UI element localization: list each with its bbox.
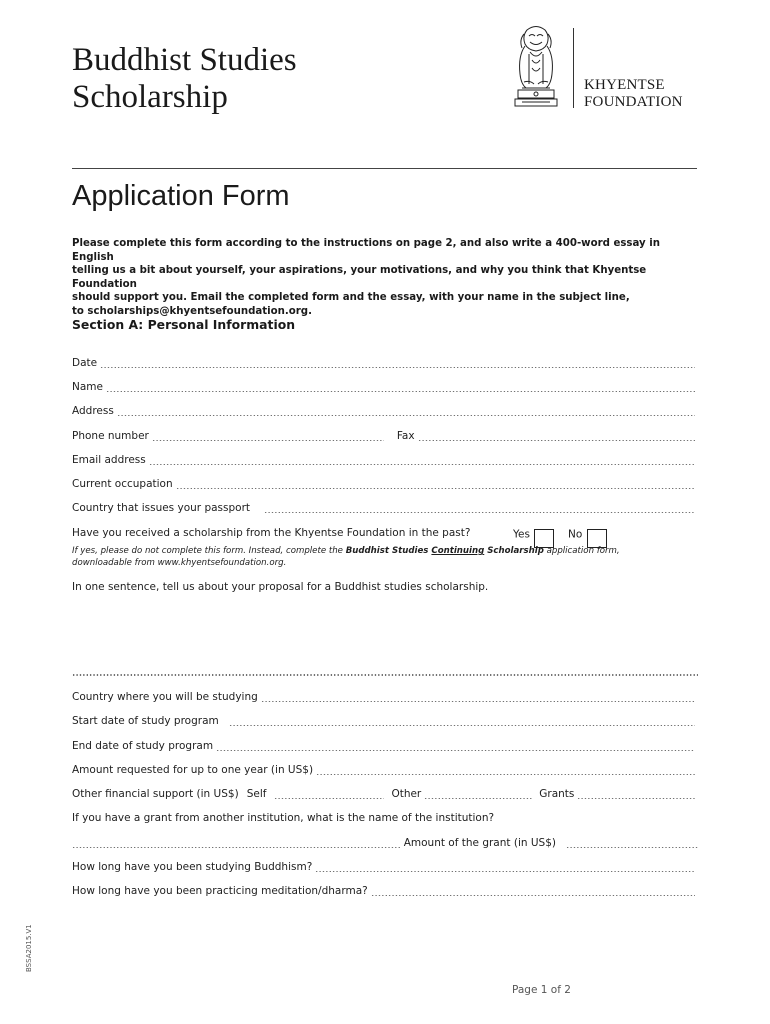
form-code: BSSA2015.V1 <box>25 924 33 972</box>
yes-option <box>513 525 554 544</box>
start-date-row <box>72 713 698 729</box>
fax-field[interactable] <box>418 440 695 441</box>
note-underlined-text: Continuing <box>431 546 485 556</box>
start-date-label: Start date of study program <box>72 715 219 727</box>
name-field[interactable] <box>106 391 695 392</box>
proposal-prompt: In one sentence, tell us about your proposal for a Buddhist studies scholarship. <box>72 581 489 593</box>
address-label: Address <box>72 405 114 417</box>
self-label: Self <box>246 788 267 800</box>
phone-label: Phone number <box>72 430 149 442</box>
proposal-field[interactable] <box>72 674 698 676</box>
email-label: Email address <box>72 454 146 466</box>
passport-label: Country that issues your passport <box>72 502 251 514</box>
name-label: Name <box>72 381 103 393</box>
fax-label: Fax <box>396 430 415 442</box>
phone-fax-row <box>72 428 698 444</box>
yes-label: Yes <box>513 528 530 541</box>
foundation-name-line-2: FOUNDATION <box>584 94 683 110</box>
instructions-line: to scholarships@khyentsefoundation.org. <box>72 305 312 317</box>
other-label: Other <box>391 788 422 800</box>
grant-amount-label: Amount of the grant (in US$) <box>403 837 556 849</box>
passport-row <box>72 500 698 516</box>
practicing-label: How long have you been practicing meditation/dharma? <box>72 885 368 897</box>
occupation-row <box>72 476 698 492</box>
end-date-label: End date of study program <box>72 740 214 752</box>
practicing-field[interactable] <box>371 895 695 896</box>
amount-row <box>72 762 698 778</box>
no-label: No <box>568 528 583 541</box>
studying-label: How long have you been studying Buddhism? <box>72 861 313 873</box>
date-row <box>72 355 698 371</box>
instructions-line: telling us a bit about yourself, your aspirations, your motivations, and why you think that Khyentse Foundation <box>72 265 647 290</box>
studying-row <box>72 859 698 875</box>
khyentse-foundation-logo <box>504 24 704 114</box>
logo-divider <box>573 28 574 108</box>
name-row <box>72 379 698 395</box>
grant-institution-row <box>72 835 698 851</box>
section-a-title: Section A: Personal Information <box>72 317 296 332</box>
address-field[interactable] <box>117 415 695 416</box>
grant-institution-question: If you have a grant from another institution, what is the name of the institution? <box>72 812 495 824</box>
country-field[interactable] <box>261 701 695 702</box>
previous-scholarship-row <box>72 525 583 541</box>
other-support-row <box>72 786 698 802</box>
amount-field[interactable] <box>316 774 695 775</box>
start-date-field[interactable] <box>229 725 695 726</box>
grant-amount-field[interactable] <box>566 847 698 848</box>
instructions-line: Please complete this form according to the instructions on page 2, and also write a 400-word essay in English <box>72 238 660 263</box>
foundation-name <box>584 77 683 111</box>
email-row <box>72 452 698 468</box>
page-number: Page 1 of 2 <box>512 984 571 996</box>
other-support-label: Other financial support (in US$) <box>72 788 239 800</box>
studying-field[interactable] <box>315 871 695 872</box>
previous-scholarship-question: Have you received a scholarship from the Khyentse Foundation in the past? <box>72 527 471 539</box>
date-label: Date <box>72 357 98 369</box>
form-title: Application Form <box>72 180 290 212</box>
continuing-scholarship-note <box>72 545 702 569</box>
country-label: Country where you will be studying <box>72 691 258 703</box>
phone-field[interactable] <box>152 440 384 441</box>
note-text: application form, <box>543 546 620 556</box>
grants-field[interactable] <box>577 798 695 799</box>
occupation-field[interactable] <box>176 488 695 489</box>
note-text: If yes, please do not complete this form. Instead, complete the <box>72 546 346 556</box>
email-field[interactable] <box>149 464 695 465</box>
end-date-field[interactable] <box>216 750 695 751</box>
passport-field[interactable] <box>264 512 695 513</box>
occupation-label: Current occupation <box>72 478 173 490</box>
page-title <box>72 42 297 116</box>
title-line-1: Buddhist Studies <box>72 42 297 78</box>
note-bold-text: Buddhist Studies <box>345 546 432 556</box>
grant-institution-field[interactable] <box>72 847 401 848</box>
practicing-row <box>72 883 698 899</box>
note-text: downloadable from www.khyentsefoundation.org. <box>72 558 287 568</box>
title-line-2: Scholarship <box>72 79 228 115</box>
header-divider <box>72 168 697 169</box>
note-bold-text: Scholarship <box>484 546 544 556</box>
instructions-paragraph <box>72 237 702 319</box>
country-row <box>72 689 698 705</box>
date-field[interactable] <box>100 367 695 368</box>
end-date-row <box>72 738 698 754</box>
grants-label: Grants <box>539 788 575 800</box>
foundation-name-line-1: KHYENTSE <box>584 77 665 93</box>
snow-lion-statue-icon <box>510 24 562 108</box>
amount-label: Amount requested for up to one year (in US$) <box>72 764 314 776</box>
no-option <box>568 525 607 544</box>
address-row <box>72 403 698 419</box>
self-support-field[interactable] <box>274 798 384 799</box>
other-support-field[interactable] <box>424 798 532 799</box>
instructions-line: should support you. Email the completed form and the essay, with your name in the subject line, <box>72 292 630 304</box>
